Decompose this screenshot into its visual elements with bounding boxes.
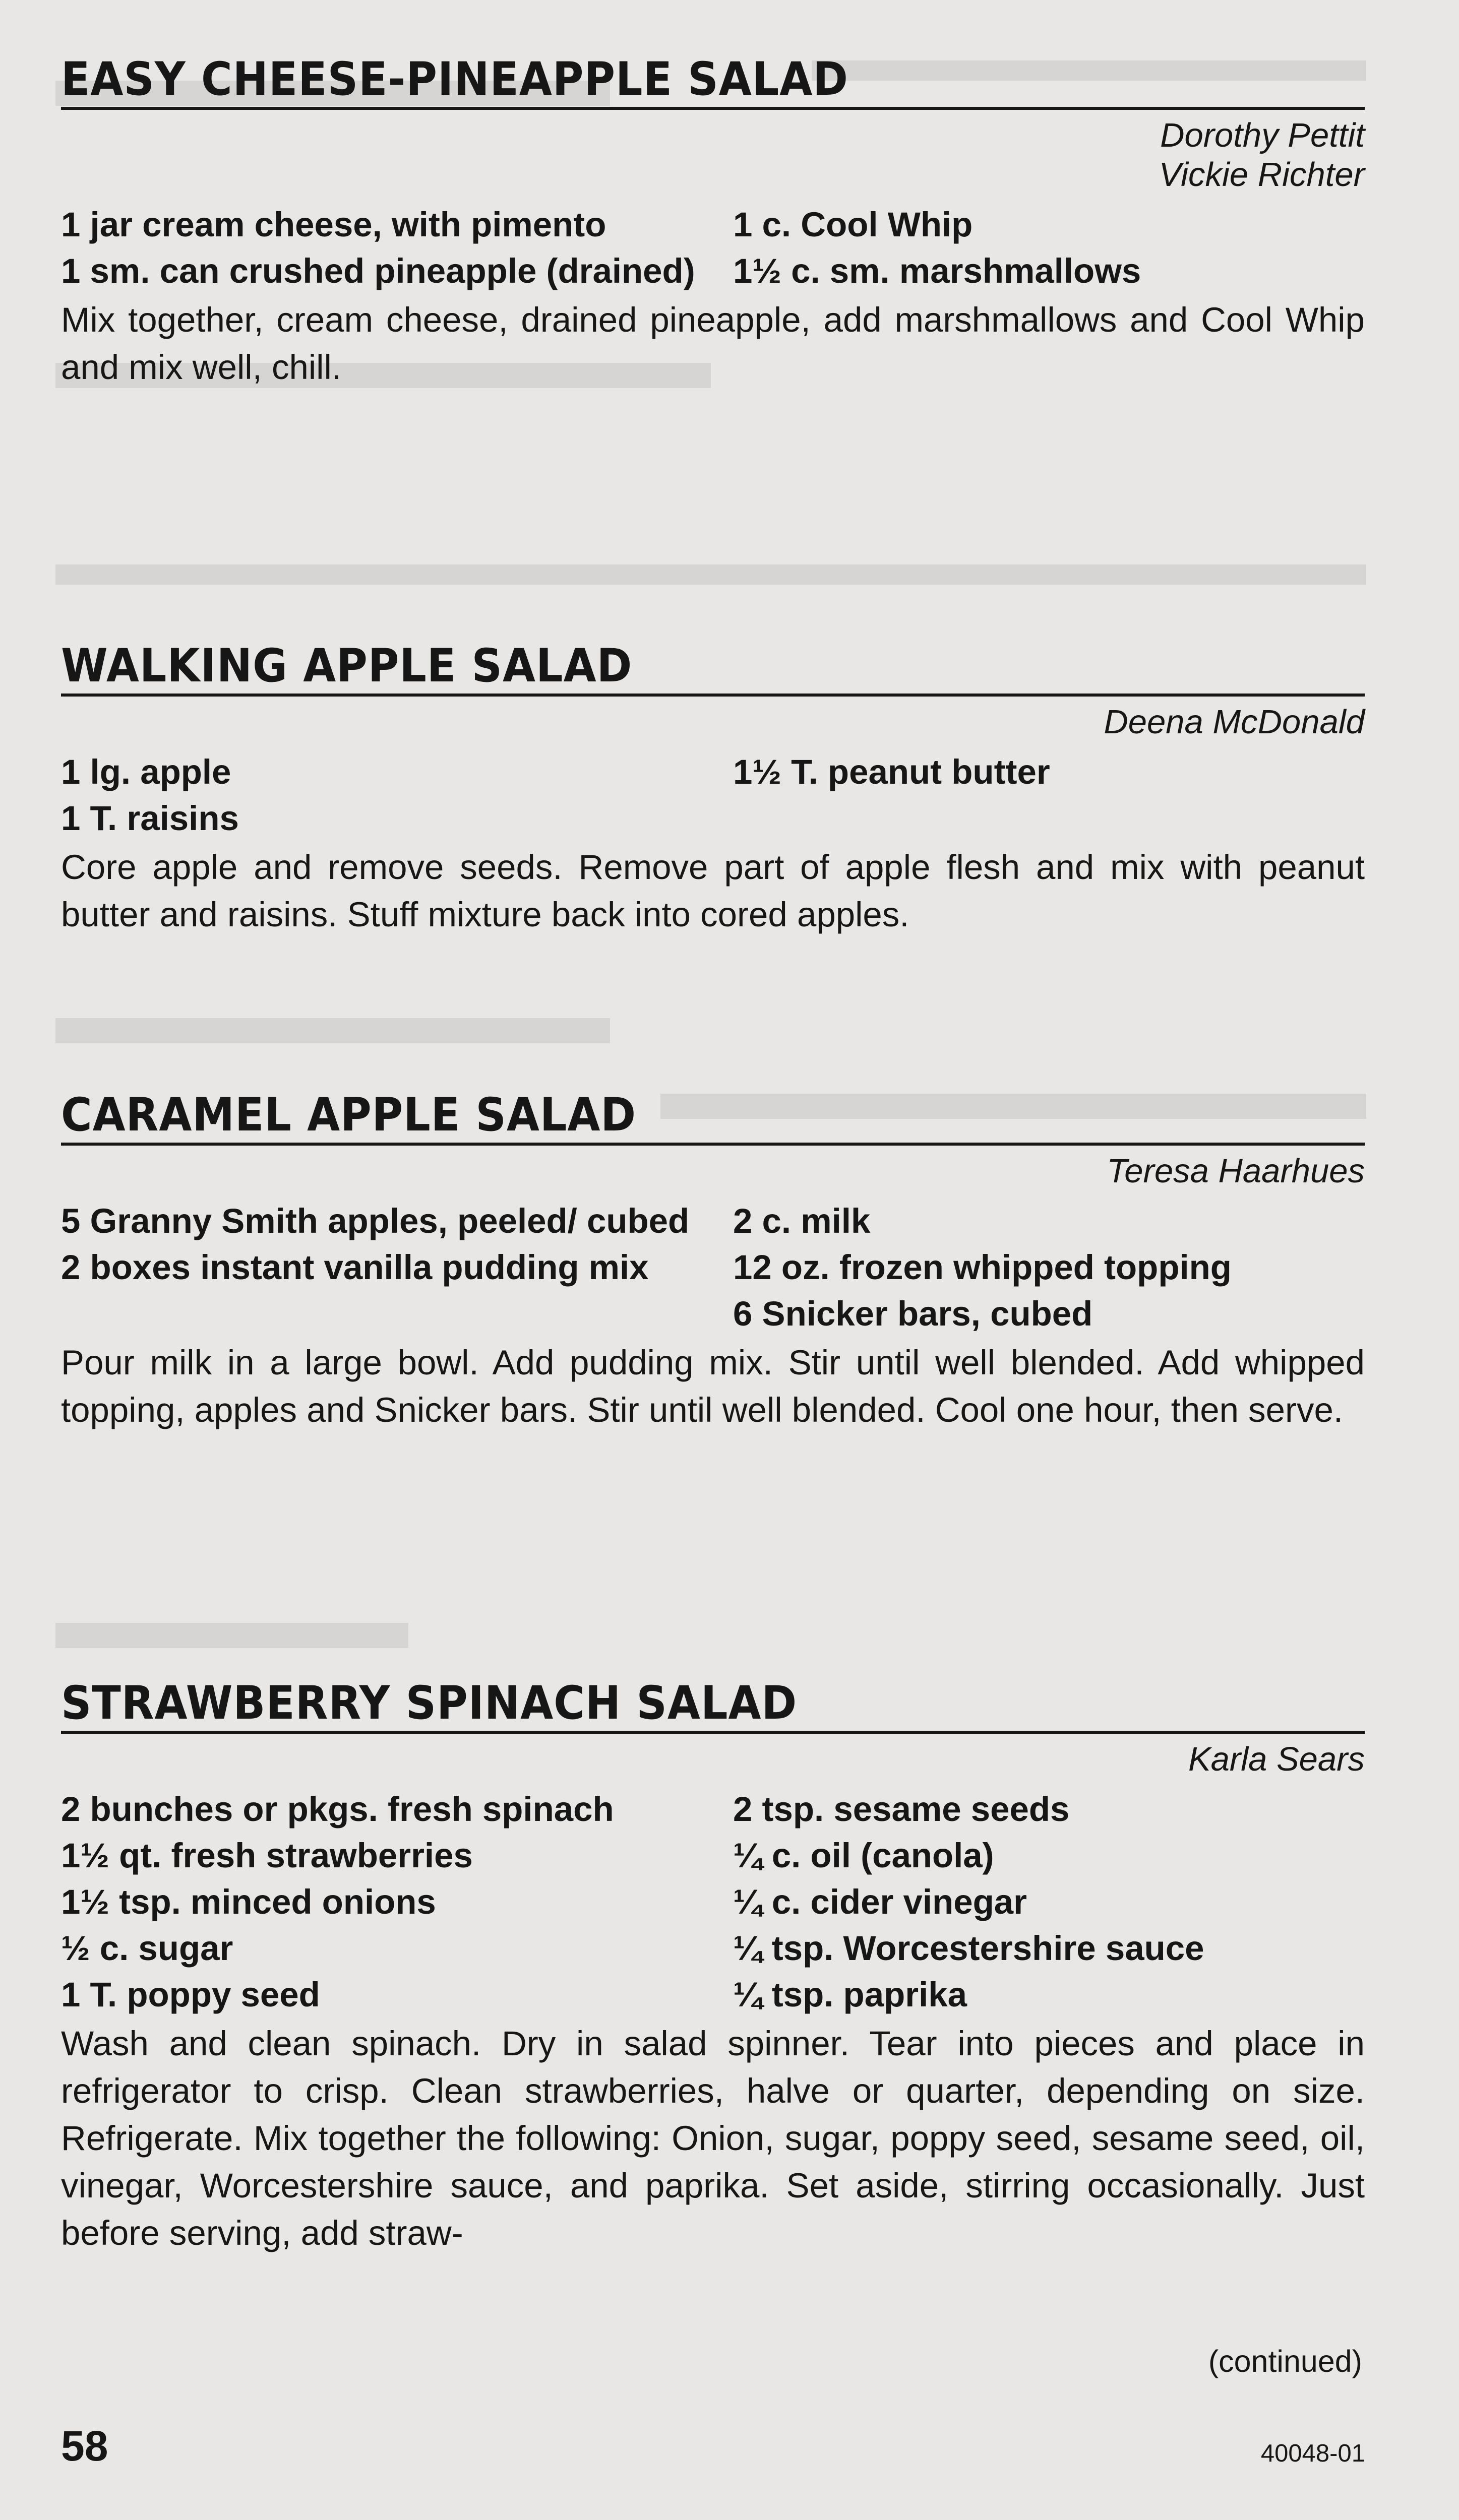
recipe-walking-apple-salad <box>61 639 1365 938</box>
ingredients <box>61 1198 1365 1337</box>
instructions: Pour milk in a large bowl. Add pudding mix. Stir until well blended. Add whipped topping, apples and Snicker bars. Stir until well blended. Cool one hour, then serve. <box>61 1343 1365 1429</box>
ingredient: 2 tsp. sesame seeds <box>733 1790 1070 1829</box>
title-rule <box>61 1731 1365 1734</box>
ingredient: 1 jar cream cheese, with pimento <box>61 205 606 244</box>
ingredients-left <box>61 202 713 294</box>
ingredient: 1 T. raisins <box>61 799 239 838</box>
ingredients-right <box>713 1786 1365 2018</box>
ingredient: ¼ tsp. paprika <box>733 1975 967 2014</box>
recipe-title: EASY CHEESE-PINEAPPLE SALAD <box>61 52 848 106</box>
ingredient: ¼ c. cider vinegar <box>733 1882 1027 1921</box>
title-rule <box>61 1143 1365 1146</box>
title-rule <box>61 107 1365 110</box>
ingredients-left <box>61 1786 713 2018</box>
ingredient: 2 boxes instant vanilla pudding mix <box>61 1248 649 1287</box>
recipe-authors <box>61 1152 1365 1191</box>
ingredients <box>61 202 1365 294</box>
author: Dorothy Pettit <box>1160 116 1365 154</box>
page-number: 58 <box>61 2422 108 2470</box>
ingredient: 1½ T. peanut butter <box>733 752 1050 791</box>
ingredient: 5 Granny Smith apples, peeled/ cubed <box>61 1202 690 1240</box>
title-rule <box>61 694 1365 697</box>
recipe-easy-cheese-pineapple-salad <box>61 52 1365 391</box>
instructions: Wash and clean spinach. Dry in salad spinner. Tear into pieces and place in refrigerator to crisp. Clean strawberries, halve or quarter, depending on size. Refrigerate. Mix together the following: Onion, sugar, poppy seed, sesame seed, oil, vinegar, Worcestershire sauce, and paprika. Set aside, stirring occasionally. Just before serving, add straw- <box>61 2024 1365 2252</box>
ingredients-right <box>713 1198 1365 1337</box>
recipe-caramel-apple-salad <box>61 1088 1365 1434</box>
author: Vickie Richter <box>1159 156 1365 194</box>
ingredients <box>61 749 1365 842</box>
ingredient: 2 bunches or pkgs. fresh spinach <box>61 1790 614 1829</box>
ingredient: 1½ tsp. minced onions <box>61 1882 436 1921</box>
recipe-authors <box>61 1740 1365 1779</box>
ingredient: 1 sm. can crushed pineapple (drained) <box>61 251 695 290</box>
author: Deena McDonald <box>1104 703 1365 741</box>
ingredient: ¼ tsp. Worcestershire sauce <box>733 1929 1204 1968</box>
ingredient: ½ c. sugar <box>61 1929 233 1968</box>
ingredient: 6 Snicker bars, cubed <box>733 1294 1093 1333</box>
ingredients-left <box>61 749 713 842</box>
ingredient: 1½ c. sm. marshmallows <box>733 251 1141 290</box>
ingredients-left <box>61 1198 713 1337</box>
recipe-authors <box>61 116 1365 195</box>
ingredients <box>61 1786 1365 2018</box>
ingredient: 1 T. poppy seed <box>61 1975 320 2014</box>
recipe-title: CARAMEL APPLE SALAD <box>61 1088 637 1142</box>
continued-note: (continued) <box>1208 2344 1362 2378</box>
ingredients-right <box>713 202 1365 294</box>
ingredients-right <box>713 749 1365 842</box>
author: Teresa Haarhues <box>1107 1152 1365 1190</box>
ingredient: 12 oz. frozen whipped topping <box>733 1248 1232 1287</box>
author: Karla Sears <box>1188 1740 1365 1778</box>
ingredient: 1 c. Cool Whip <box>733 205 973 244</box>
ingredient: ¼ c. oil (canola) <box>733 1836 994 1875</box>
recipe-title: STRAWBERRY SPINACH SALAD <box>61 1676 798 1730</box>
ingredient: 1½ qt. fresh strawberries <box>61 1836 473 1875</box>
instructions: Core apple and remove seeds. Remove part of apple flesh and mix with peanut butter and raisins. Stuff mixture back into cored apples. <box>61 848 1365 934</box>
print-code: 40048-01 <box>1260 2440 1365 2467</box>
ingredient: 2 c. milk <box>733 1202 871 1240</box>
recipe-authors <box>61 703 1365 742</box>
recipe-strawberry-spinach-salad <box>61 1676 1365 2257</box>
ingredient: 1 lg. apple <box>61 752 231 791</box>
instructions: Mix together, cream cheese, drained pineapple, add marshmallows and Cool Whip and mix well, chill. <box>61 300 1365 387</box>
recipe-title: WALKING APPLE SALAD <box>61 639 633 692</box>
